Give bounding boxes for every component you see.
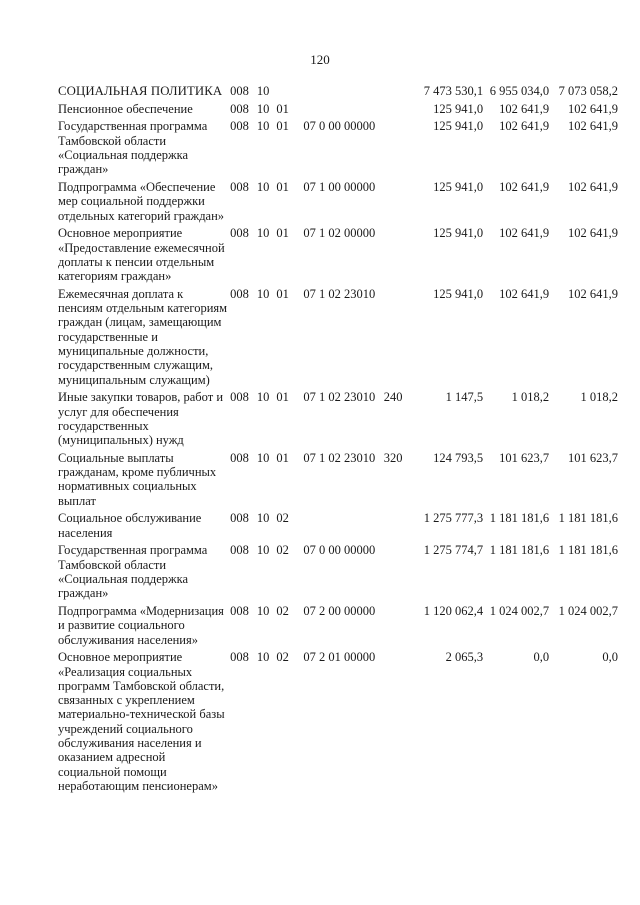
table-row-social-payments (58, 451, 618, 508)
amount-year-1: 125 941,0 (433, 179, 484, 194)
table-row-program (58, 119, 618, 176)
amount-year-1: 124 793,5 (433, 450, 484, 465)
ministry-code: 008 (230, 286, 249, 301)
subsection-code: 01 (276, 101, 289, 116)
ministry-code: 008 (230, 650, 249, 665)
target-article-code: 07 2 00 00000 (303, 604, 376, 618)
subsection-code: 02 (276, 650, 289, 665)
subsection-code: 02 (276, 511, 289, 526)
row-name: Подпрограмма «Модернизация и развитие социального обслуживания населения» (58, 604, 224, 647)
ministry-code: 008 (230, 119, 249, 134)
table-row-monthly-supplement (58, 287, 618, 387)
amount-year-1: 125 941,0 (433, 101, 484, 116)
target-article-code: 07 0 00 00000 (303, 543, 376, 558)
subsection-code: 02 (276, 604, 289, 618)
section-code: 10 (256, 101, 270, 116)
row-name: СОЦИАЛЬНАЯ ПОЛИТИКА (58, 84, 223, 98)
section-code: 10 (256, 543, 270, 558)
page-number: 120 (310, 52, 330, 67)
ministry-code: 008 (230, 84, 249, 98)
amount-year-2: 102 641,9 (499, 286, 550, 301)
ministry-code: 008 (230, 390, 249, 405)
section-code: 10 (256, 450, 270, 465)
table-row-subprogram (58, 180, 618, 223)
amount-year-2: 102 641,9 (499, 119, 550, 134)
row-name: Государственная программа Тамбовской области «Социальная поддержка граждан» (58, 543, 208, 601)
row-name: Социальные выплаты гражданам, кроме публичных нормативных социальных выплат (58, 450, 217, 508)
amount-year-1: 7 473 530,1 (423, 84, 484, 98)
amount-year-1: 1 275 774,7 (423, 543, 484, 558)
amount-year-2: 101 623,7 (499, 450, 550, 465)
amount-year-2: 6 955 034,0 (489, 84, 550, 98)
amount-year-3: 102 641,9 (568, 101, 618, 116)
row-name: Государственная программа Тамбовской области «Социальная поддержка граждан» (58, 119, 208, 177)
target-article-code: 07 1 02 00000 (303, 226, 376, 241)
amount-year-3: 101 623,7 (568, 450, 618, 465)
row-name: Основное мероприятие «Предоставление ежемесячной доплаты к пенсии отдельным категориям граждан» (58, 226, 225, 284)
subsection-code: 01 (276, 286, 289, 301)
table-row-subprogram-modernization (58, 604, 618, 647)
row-name: Социальное обслуживание населения (58, 511, 202, 540)
amount-year-2: 102 641,9 (499, 179, 550, 194)
ministry-code: 008 (230, 511, 249, 526)
amount-year-1: 1 120 062,4 (423, 604, 484, 618)
budget-table (58, 84, 618, 797)
amount-year-3: 0,0 (602, 650, 618, 665)
ministry-code: 008 (230, 450, 249, 465)
table-row-social-services (58, 511, 618, 540)
row-name: Основное мероприятие «Реализация социальных программ Тамбовской области, связанных с укреплением материально-технической базы учреждений социального обслуживания населения и оказанием адресной социальной помощи неработающим пенсионерам» (58, 650, 225, 793)
target-article-code: 07 1 02 23010 (303, 390, 376, 405)
target-article-code: 07 0 00 00000 (303, 119, 376, 134)
target-article-code: 07 1 00 00000 (303, 179, 376, 194)
table-row-main-activity-social-programs (58, 650, 618, 793)
ministry-code: 008 (230, 101, 249, 116)
amount-year-2: 102 641,9 (499, 226, 550, 241)
amount-year-1: 2 065,3 (445, 650, 484, 665)
subsection-code: 01 (276, 179, 289, 194)
section-code: 10 (256, 511, 270, 526)
amount-year-1: 1 147,5 (445, 390, 484, 405)
target-article-code: 07 1 02 23010 (303, 450, 376, 465)
row-name: Подпрограмма «Обеспечение мер социальной поддержки отдельных категорий граждан» (58, 179, 225, 223)
amount-year-1: 125 941,0 (433, 226, 484, 241)
table-row-program-2 (58, 543, 618, 600)
row-name: Иные закупки товаров, работ и услуг для обеспечения государственных (муниципальных) нужд (58, 390, 224, 448)
amount-year-2: 1 024 002,7 (489, 604, 550, 618)
table-row-social-policy (58, 84, 618, 98)
amount-year-1: 1 275 777,3 (423, 511, 484, 526)
amount-year-2: 0,0 (533, 650, 550, 665)
subsection-code: 01 (276, 390, 289, 405)
row-name: Пенсионное обеспечение (58, 101, 193, 116)
amount-year-3: 102 641,9 (568, 179, 618, 194)
subsection-code: 01 (276, 450, 289, 465)
table-row-main-activity (58, 226, 618, 283)
section-code: 10 (256, 650, 270, 665)
amount-year-2: 1 181 181,6 (489, 543, 550, 558)
section-code: 10 (256, 390, 270, 405)
section-code: 10 (256, 119, 270, 134)
table-row-procurement (58, 390, 618, 447)
subsection-code: 01 (276, 119, 289, 134)
amount-year-1: 125 941,0 (433, 286, 484, 301)
subsection-code: 01 (276, 226, 289, 241)
target-article-code: 07 2 01 00000 (303, 650, 376, 665)
amount-year-2: 1 018,2 (511, 390, 550, 405)
section-code: 10 (256, 604, 270, 618)
amount-year-2: 1 181 181,6 (489, 511, 550, 526)
amount-year-1: 125 941,0 (433, 119, 484, 134)
ministry-code: 008 (230, 179, 249, 194)
row-name: Ежемесячная доплата к пенсиям отдельным категориям граждан (лицам, замещающим государственные и муниципальные должности, государственным служащим, муниципальным служащим) (58, 286, 228, 387)
amount-year-3: 1 024 002,7 (558, 604, 618, 618)
amount-year-3: 102 641,9 (568, 286, 618, 301)
amount-year-3: 1 018,2 (580, 390, 618, 405)
subsection-code: 02 (276, 543, 289, 558)
section-code: 10 (256, 179, 270, 194)
ministry-code: 008 (230, 226, 249, 241)
expense-type-code: 240 (383, 390, 403, 405)
amount-year-3: 102 641,9 (568, 226, 618, 241)
section-code: 10 (256, 226, 270, 241)
table-row-pension (58, 102, 618, 116)
ministry-code: 008 (230, 604, 249, 618)
amount-year-3: 1 181 181,6 (558, 511, 618, 526)
section-code: 10 (256, 286, 270, 301)
amount-year-3: 102 641,9 (568, 119, 618, 134)
expense-type-code: 320 (383, 450, 403, 465)
section-code: 10 (256, 84, 270, 98)
target-article-code: 07 1 02 23010 (303, 286, 376, 301)
amount-year-3: 7 073 058,2 (558, 84, 618, 98)
ministry-code: 008 (230, 543, 249, 558)
amount-year-3: 1 181 181,6 (558, 543, 618, 558)
amount-year-2: 102 641,9 (499, 101, 550, 116)
